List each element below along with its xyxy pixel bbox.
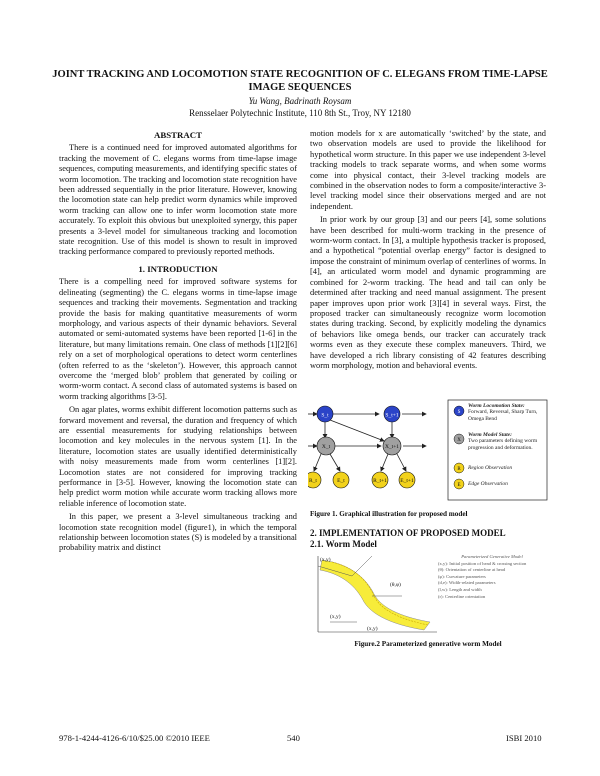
legend-r: Region Observation xyxy=(468,465,513,471)
fig2-label-mid: (θ,φ) xyxy=(390,582,401,588)
intro-paragraph-1: There is a compelling need for improved software systems for delineating (segmenting) the C. elegans worms in time-lapse image sequences and tracking their movements. Segmentation and tracking provide the basis for making quantitative measurements of worm morphology, and various aspects of their dynamic behaviors. Several automated or semi-automated systems have been reported [1-6] in the literature, but many limitations remain. One class of methods [1][2][6] rely on a set of morphological operations to detect worm centerlines (often referred to as the ‘skeleton’). However, this approach cannot overcome the ‘merged blob’ problem that generated by coiling or worm-worm contact. A second class of automated systems is based on worm tracking algorithms [3-5]. xyxy=(59,277,297,401)
abstract-text: There is a continued need for improved automated algorithms for tracking the movement of C. elegans worms from time-lapse image sequences, computing measurements, and identifying specific states of worm locomotion. The tracking and locomotion state recognition have been addressed sequentially in the prior literature. However, knowing the locomotion state can help predict worm dynamics while improved worm tracking can allow one to infer worm locomotion state more accurately. To exploit this obvious but unexploited synergy, this paper presents a 3-level model for simultaneous tracking and locomotion state recognition. Use of this model is shown to result in improved tracking performance compared to previously reported methods. xyxy=(59,143,297,257)
paper-affiliation: Rensselaer Polytechnic Institute, 110 8th St., Troy, NY 12180 xyxy=(189,108,411,118)
intro-paragraph-3: In this paper, we present a 3-level simultaneous tracking and locomotion state recognition model (figure1), in which the temporal relationship between locomotion states (S) is modeled by a transitional probability matrix and distinct xyxy=(59,512,297,553)
intro-paragraph-2: On agar plates, worms exhibit different locomotion patterns such as forward movement and reversal, the duration and frequency of which are essential measurements for studying relationships between locomotion and key molecules in the nervous system [1]. In the literature, locomotion states are usually identified deterministically with noisy measurements made from worm centerlines [1][2]. Locomotion states are not considered for improving tracking performance in [3-5]. However, knowing the locomotion state can help predict worm motion while accurate worm tracking allows more reliable inference of locomotion state. xyxy=(59,405,297,508)
label-x-t: X_t xyxy=(321,444,331,450)
legend-x: Worm Model State: Two parameters defining worm progression and deformation. xyxy=(468,432,538,451)
label-s-t: S_t xyxy=(321,412,329,419)
legend-s: Worm Locomotion State: Forward, Reversal, Sharp Turn, Omega Bend xyxy=(468,403,538,422)
svg-text:S: S xyxy=(457,410,461,415)
paper-title: JOINT TRACKING AND LOCOMOTION STATE RECOGNITION OF C. ELEGANS FROM TIME-LAPSE IMAGE SEQUENCES xyxy=(52,69,548,93)
figure-2-legend: Parameterized Generative Model (x,y): Initial position of head & crossing section (θ): Orientation of centerline at head (φ): Curvature parameters (d,e): Width-related parameters (l,w): Length and width (r): Centerline orientation xyxy=(438,554,527,599)
section-2 xyxy=(310,528,550,550)
fig2-label-low1: (x,y) xyxy=(330,614,341,620)
paper-authors: Yu Wang, Badrinath Roysam xyxy=(248,96,352,106)
label-e-t1: E_t+1 xyxy=(400,478,414,484)
svg-text:E: E xyxy=(457,483,461,488)
label-x-t1: X_t+1 xyxy=(384,444,400,450)
section-2-1-heading: 2.1. Worm Model xyxy=(310,539,377,549)
label-e-t: E_t xyxy=(337,478,345,484)
svg-text:R: R xyxy=(457,467,461,472)
fig2-label-low2: (x,y) xyxy=(367,626,378,632)
left-column xyxy=(59,128,297,557)
fig2-label-axis: (x,y) xyxy=(320,557,331,563)
legend-e: Edge Observation xyxy=(468,481,508,487)
figure-1-caption: Figure 1. Graphical illustration for proposed model xyxy=(310,510,468,518)
right-column xyxy=(310,129,546,374)
label-r-t1: R_t+1 xyxy=(373,478,387,484)
label-r-t: R_t xyxy=(309,478,317,484)
footer-venue: ISBI 2010 xyxy=(506,733,542,743)
figure-2 xyxy=(312,552,548,636)
svg-text:X: X xyxy=(457,438,461,443)
right-paragraph-2: In prior work by our group [3] and our peers [4], some solutions have been described for multi-worm tracking in the presence of worm-worm contact. In [3], a multiple hypothesis tracker is proposed, and a hypothetical “potential overlap energy” factor is designed to impose the constraint of minimum overlap of centerlines of worms. In [4], an articulated worm model and dynamic programming are combined for 2-worm tracking. The head and tail can only be determined after tracking and need manual assignment. The present paper improves upon prior work [3][4] in several ways. First, the proposed tracker can simultaneously recognize worm locomotion states during tracking. Second, by explicitly modeling the dynamics of behaviors like omega bends, our tracker can accurately track worms even as they execute these complex maneuvers. Third, we have developed a rich library consisting of 42 features describing worm morphology, motion and behavioral events. xyxy=(310,215,546,370)
figure-2-caption: Figure.2 Parameterized generative worm Model xyxy=(354,640,502,648)
right-paragraph-1: motion models for x are automatically ‘switched’ by the state, and two observation models are used to provide the likelihood for hypothetical worm structure. In this paper we use independent 3-level tracking models to track separate worms, and when some worms come into physical contact, their 3-level tracking models are combined in the observation nodes to form a composite/interactive 3-level tracking model since their observations merged and are not independent. xyxy=(310,129,546,211)
intro-heading: 1. INTRODUCTION xyxy=(138,263,218,274)
label-s-t1: S_t+1 xyxy=(385,412,399,419)
abstract-heading: ABSTRACT xyxy=(154,130,202,140)
section-2-heading: 2. IMPLEMENTATION OF PROPOSED MODEL xyxy=(310,528,506,538)
footer-page-number: 540 xyxy=(287,733,300,743)
figure-1 xyxy=(308,396,550,504)
footer-isbn: 978-1-4244-4126-6/10/$25.00 ©2010 IEEE xyxy=(59,733,210,743)
